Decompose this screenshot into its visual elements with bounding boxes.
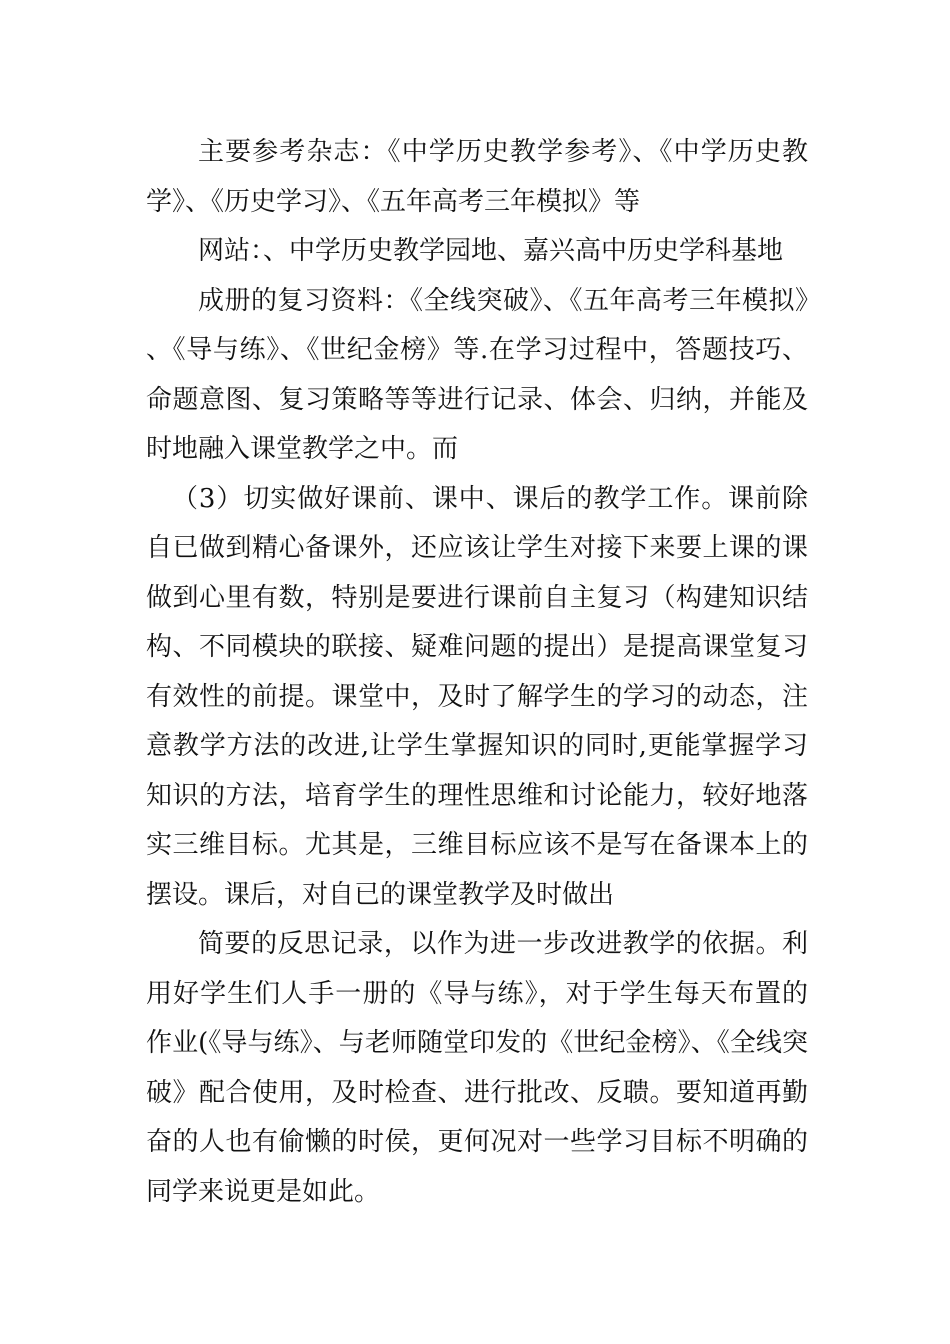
document-body [146,128,808,1217]
paragraph-review-materials: 成册的复习资料：《全线突破》、《五年高考三年模拟》、《导与练》、《世纪金榜》等.在学习过程中，答题技巧、命题意图、复习策略等等进行记录、体会、归纳，并能及时地融入课堂教学之中。而 [146,285,808,464]
paragraph-websites: 网站：、中学历史教学园地、嘉兴高中历史学科基地 [198,236,784,266]
paragraph-reflection-notes: 简要的反思记录，以作为进一步改进教学的依据。利用好学生们人手一册的《导与练》，对于学生每天布置的作业(《导与练》、与老师随堂印发的《世纪金榜》、《全线突破》配合使用，及时检查、进行批改、反聩。要知道再勤奋的人也有偷懒的时侯，更何况对一些学习目标不明确的同学来说更是如此。 [146,929,808,1207]
paragraph-reference-magazines: 主要参考杂志：《中学历史教学参考》、《中学历史教学》、《历史学习》、《五年高考三年模拟》等 [146,137,808,217]
paragraph-teaching-work: （3）切实做好课前、课中、课后的教学工作。课前除自已做到精心备课外，还应该让学生对接下来要上课的课做到心里有数，特别是要进行课前自主复习（构建知识结构、不同模块的联接、疑难问题的提出）是提高课堂复习有效性的前提。课堂中，及时了解学生的学习的动态，注意教学方法的改进,让学生掌握知识的同时,更能掌握学习知识的方法，培育学生的理性思维和讨论能力，较好地落实三维目标。尤其是，三维目标应该不是写在备课本上的摆设。课后，对自已的课堂教学及时做出 [146,483,808,910]
